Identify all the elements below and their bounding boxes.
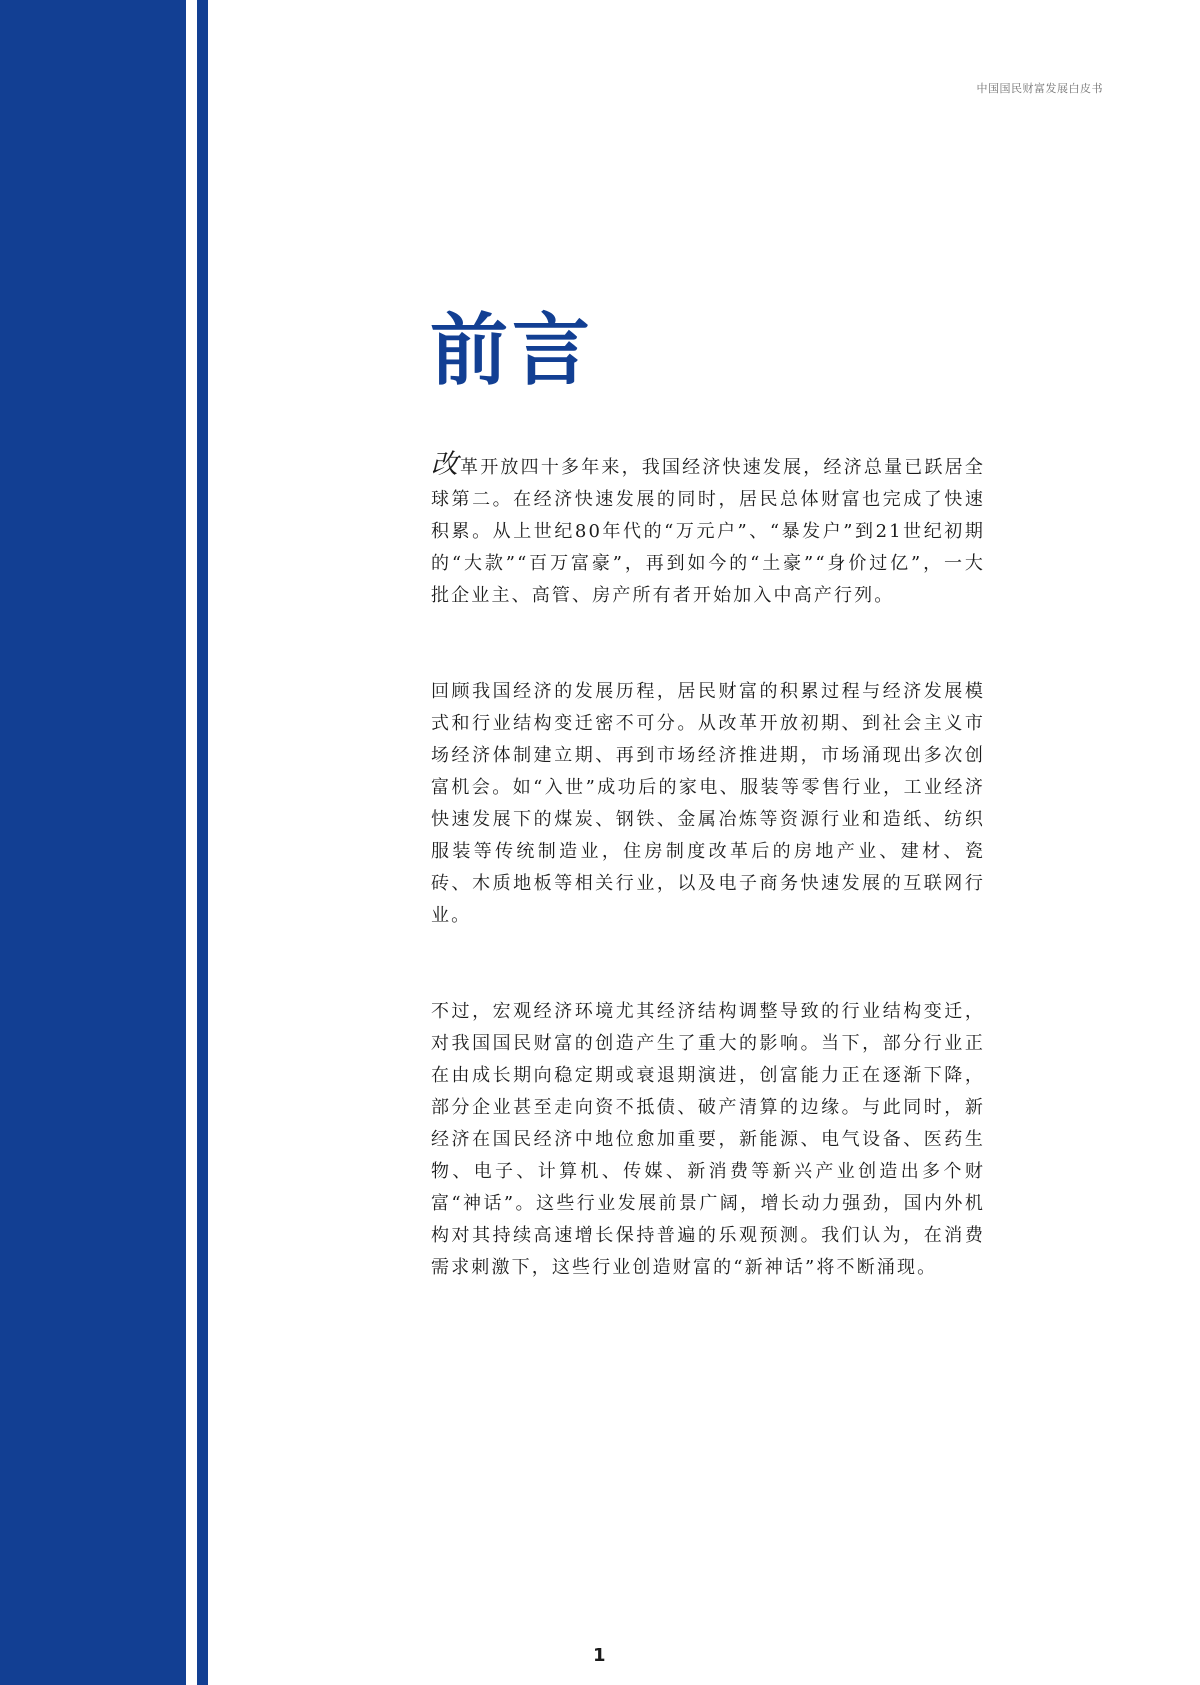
page-number: 1	[593, 1645, 606, 1666]
paragraph-3: 不过，宏观经济环境尤其经济结构调整导致的行业结构变迁，对我国国民财富的创造产生了重大的影响。当下，部分行业正在由成长期向稳定期或衰退期演进，创富能力正在逐渐下降，部分企业甚至走向资不抵债、破产清算的边缘。与此同时，新经济在国民经济中地位愈加重要，新能源、电气设备、医药生物、电子、计算机、传媒、新消费等新兴产业创造出多个财富“神话”。这些行业发展前景广阔，增长动力强劲，国内外机构对其持续高速增长保持普遍的乐观预测。我们认为，在消费需求刺激下，这些行业创造财富的“新神话”将不断涌现。	[431, 1001, 985, 1278]
left-decorative-stripe	[197, 0, 208, 1685]
body-text	[431, 449, 985, 1284]
paragraph-1-text: 革开放四十多年来，我国经济快速发展，经济总量已跃居全球第二。在经济快速发展的同时，居民总体财富也完成了快速积累。从上世纪80年代的“万元户”、“暴发户”到21世纪初期的“大款”“百万富豪”，再到如今的“土豪”“身价过亿”，一大批企业主、高管、房产所有者开始加入中高产行列。	[431, 457, 985, 606]
left-decorative-band	[0, 0, 186, 1685]
running-header: 中国国民财富发展白皮书	[976, 82, 1103, 95]
paragraph-1	[431, 449, 985, 612]
page-title: 前言	[430, 306, 595, 396]
drop-cap: 改	[431, 449, 461, 480]
paragraph-2: 回顾我国经济的发展历程，居民财富的积累过程与经济发展模式和行业结构变迁密不可分。从改革开放初期、到社会主义市场经济体制建立期、再到市场经济推进期，市场涌现出多次创富机会。如“入世”成功后的家电、服装等零售行业，工业经济快速发展下的煤炭、钢铁、金属冶炼等资源行业和造纸、纺织服装等传统制造业，住房制度改革后的房地产业、建材、瓷砖、木质地板等相关行业，以及电子商务快速发展的互联网行业。	[431, 681, 985, 926]
